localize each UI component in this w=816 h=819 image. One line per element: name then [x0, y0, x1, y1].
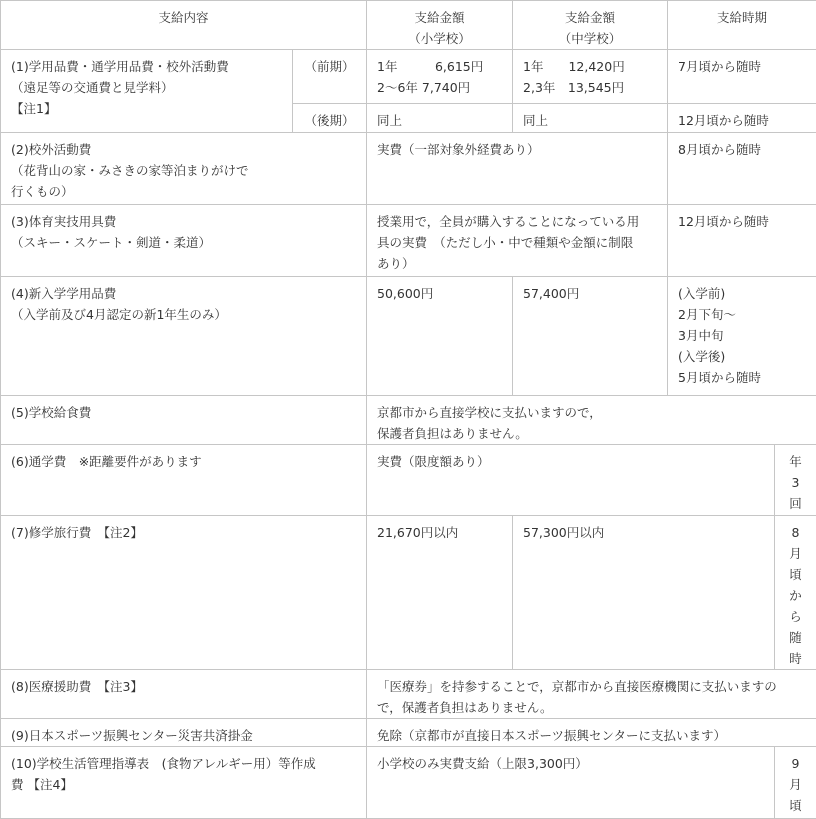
- row3-content: [1, 205, 367, 277]
- row1-front-label: （前期）: [293, 50, 367, 104]
- row5-content: (5)学校給食費: [1, 396, 367, 445]
- row1-back-timing: 12月頃から随時: [668, 104, 816, 133]
- table-row: [1, 277, 816, 396]
- row1-line3: 【注1】: [11, 98, 282, 119]
- row4-timing-line2: 2月下旬～: [678, 304, 806, 325]
- row3-amount-line3: あり）: [377, 253, 657, 274]
- row1-front-elementary-line1: 1年 6,615円: [377, 56, 502, 77]
- row10-timing: [775, 747, 816, 819]
- row1-front-elementary-line2: 2～6年 7,740円: [377, 77, 502, 98]
- row4-content: [1, 277, 367, 396]
- row10-timing-char: 頃: [775, 795, 816, 816]
- row6-timing-char: 年: [775, 451, 816, 472]
- table-row: [1, 445, 816, 516]
- row4-timing-line1: (入学前): [678, 283, 806, 304]
- row6-timing: [775, 445, 816, 516]
- row1-line1: (1)学用品費・通学用品費・校外活動費: [11, 56, 282, 77]
- header-amount-elementary: [367, 1, 513, 50]
- row3-line1: (3)体育実技用具費: [11, 211, 356, 232]
- row9-amount: 免除（京都市が直接日本スポーツ振興センターに支払います）: [367, 719, 816, 747]
- row10-timing-char: 9: [775, 753, 816, 774]
- row1-front-timing: 7月頃から随時: [668, 50, 816, 104]
- row4-timing: [668, 277, 816, 396]
- row3-amount-line1: 授業用で，全員が購入することになっている用: [377, 211, 657, 232]
- row4-timing-line4: (入学後): [678, 346, 806, 367]
- row5-amount: [367, 396, 816, 445]
- table-row: [1, 516, 816, 670]
- row2-line3: 行くもの）: [11, 181, 356, 202]
- header-timing: 支給時期: [668, 1, 816, 50]
- row7-timing: [775, 516, 816, 670]
- row7-timing-char: 時: [775, 648, 816, 669]
- row1-front-middle-line1: 1年 12,420円: [523, 56, 657, 77]
- row2-content: [1, 133, 367, 205]
- row2-amount: 実費（一部対象外経費あり）: [367, 133, 668, 205]
- row8-amount-line1: 「医療券」を持参することで，京都市から直接医療機関に支払いますの: [377, 676, 806, 697]
- row8-amount: [367, 670, 816, 719]
- row4-line2: （入学前及び4月認定の新1年生のみ）: [11, 304, 356, 325]
- row4-middle: 57,400円: [513, 277, 668, 396]
- row4-timing-line3: 3月中旬: [678, 325, 806, 346]
- row1-content: [1, 50, 293, 133]
- row4-line1: (4)新入学学用品費: [11, 283, 356, 304]
- table-row: [1, 747, 816, 819]
- row6-amount: 実費（限度額あり）: [367, 445, 775, 516]
- row8-amount-line2: で，保護者負担はありません。: [377, 697, 806, 718]
- table-row: [1, 670, 816, 719]
- row10-amount: 小学校のみ実費支給（上限3,300円）: [367, 747, 775, 819]
- row3-timing: 12月頃から随時: [668, 205, 816, 277]
- row6-timing-char: 回: [775, 493, 816, 514]
- row1-front-middle-line2: 2,3年 13,545円: [523, 77, 657, 98]
- row4-elementary: 50,600円: [367, 277, 513, 396]
- row7-timing-char: 月: [775, 543, 816, 564]
- row10-content: [1, 747, 367, 819]
- header-content: 支給内容: [1, 1, 367, 50]
- header-amount-middle-line1: 支給金額: [523, 7, 657, 28]
- header-amount-elementary-line1: 支給金額: [377, 7, 502, 28]
- row1-line2: （遠足等の交通費と見学料）: [11, 77, 282, 98]
- row10-line1: (10)学校生活管理指導表 (食物アレルギー用）等作成: [11, 753, 356, 774]
- row5-amount-line2: 保護者負担はありません。: [377, 423, 806, 444]
- row1-back-middle: 同上: [513, 104, 668, 133]
- row10-timing-char: 月: [775, 774, 816, 795]
- row3-line2: （スキー・スケート・剣道・柔道）: [11, 232, 356, 253]
- row7-timing-char: 随: [775, 627, 816, 648]
- row7-middle: 57,300円以内: [513, 516, 775, 670]
- header-amount-middle: [513, 1, 668, 50]
- row1-front-middle: [513, 50, 668, 104]
- row7-elementary: 21,670円以内: [367, 516, 513, 670]
- header-amount-elementary-line2: （小学校）: [377, 28, 502, 49]
- row3-amount: [367, 205, 668, 277]
- table-row: [1, 205, 816, 277]
- row2-line1: (2)校外活動費: [11, 139, 356, 160]
- row1-front-elementary: [367, 50, 513, 104]
- table-row: [1, 50, 816, 104]
- row7-content: (7)修学旅行費 【注2】: [1, 516, 367, 670]
- table-row: [1, 719, 816, 747]
- row7-timing-char: 頃: [775, 564, 816, 585]
- row6-content: (6)通学費 ※距離要件があります: [1, 445, 367, 516]
- header-amount-middle-line2: （中学校）: [523, 28, 657, 49]
- table-row: [1, 133, 816, 205]
- row3-amount-line2: 具の実費 （ただし小・中で種類や金額に制限: [377, 232, 657, 253]
- row6-timing-char: 3: [775, 472, 816, 493]
- row1-back-label: （後期）: [293, 104, 367, 133]
- row9-content: (9)日本スポーツ振興センター災害共済掛金: [1, 719, 367, 747]
- row5-amount-line1: 京都市から直接学校に支払いますので，: [377, 402, 806, 423]
- row10-line2: 費 【注4】: [11, 774, 356, 795]
- row7-timing-char: か: [775, 585, 816, 606]
- row7-timing-char: ら: [775, 606, 816, 627]
- row2-timing: 8月頃から随時: [668, 133, 816, 205]
- table-row: [1, 396, 816, 445]
- row7-timing-char: 8: [775, 522, 816, 543]
- row2-line2: （花背山の家・みさきの家等泊まりがけで: [11, 160, 356, 181]
- table-header-row: [1, 1, 816, 50]
- row1-back-elementary: 同上: [367, 104, 513, 133]
- row4-timing-line5: 5月頃から随時: [678, 367, 806, 388]
- row8-content: (8)医療援助費 【注3】: [1, 670, 367, 719]
